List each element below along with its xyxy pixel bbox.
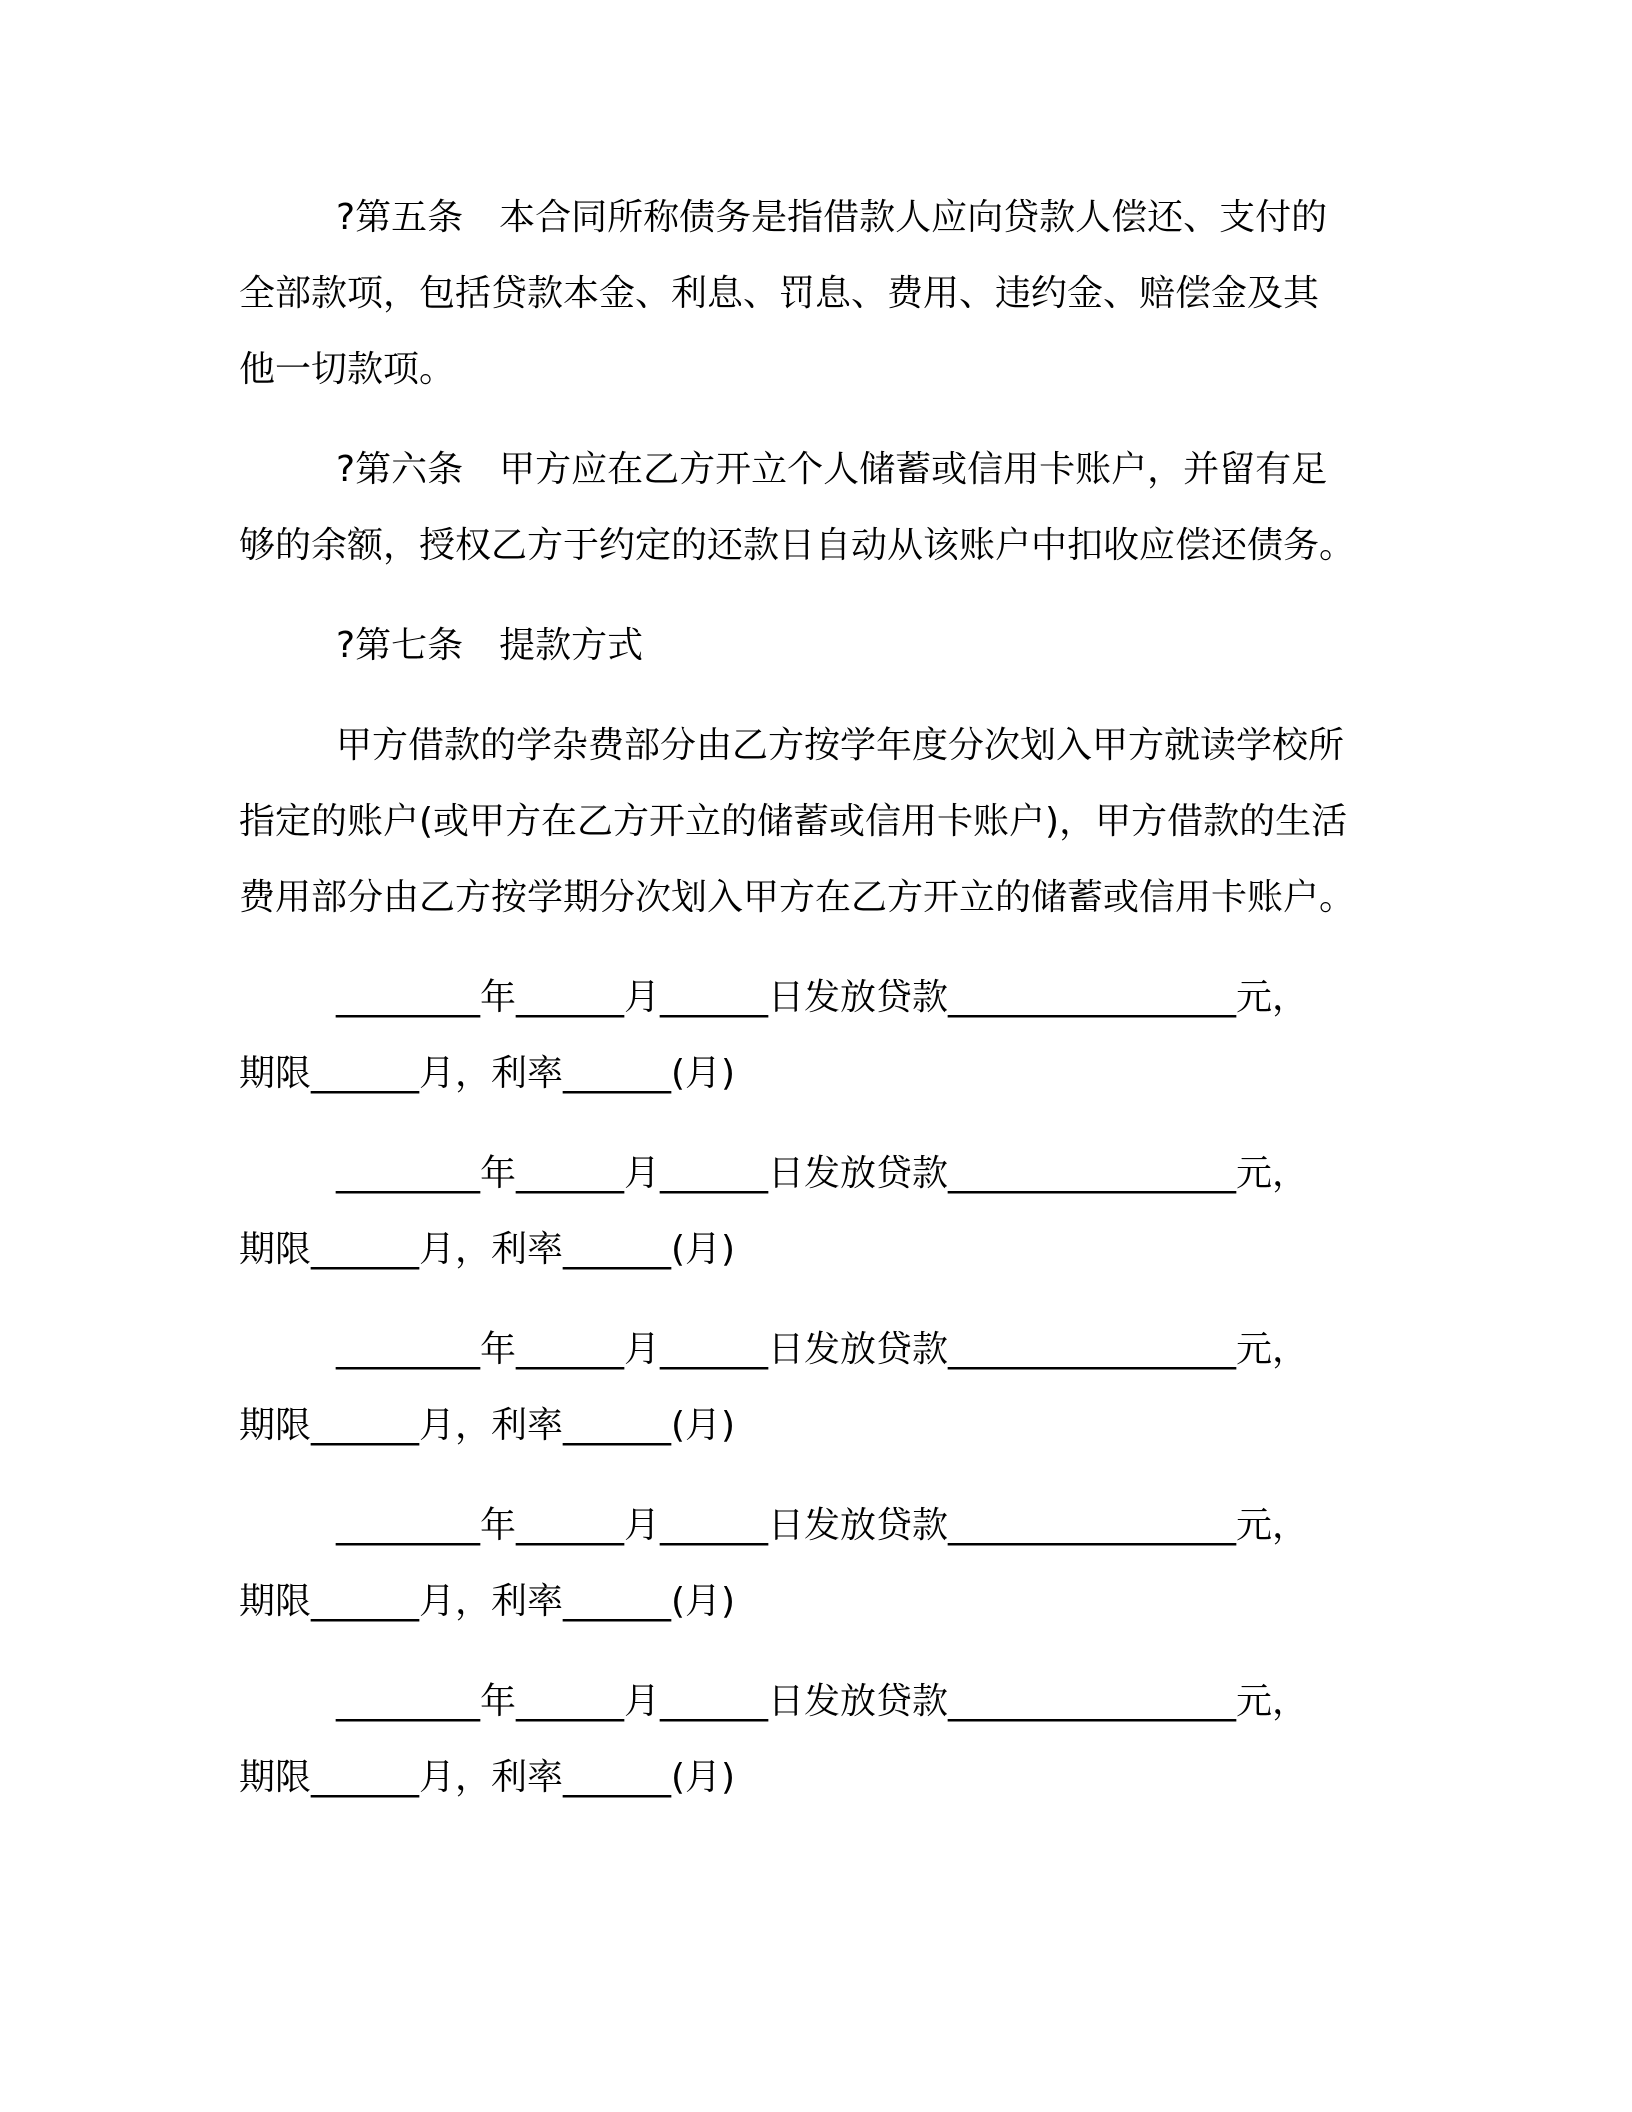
article-7-body	[239, 708, 1379, 936]
article-7-heading	[239, 608, 1379, 684]
article-7-body-line-3: 费用部分由乙方按学期分次划入甲方在乙方开立的储蓄或信用卡账户。	[239, 877, 1356, 918]
disbursement-entry-1	[239, 960, 1379, 1112]
article-6-line-1: ?第六条 甲方应在乙方开立个人储蓄或信用卡账户，并留有足	[336, 449, 1328, 490]
disbursement-entry-4	[239, 1488, 1379, 1640]
disbursement-date-amount: ________年______月______日发放贷款________________元，	[336, 1329, 1309, 1370]
disbursement-term-rate: 期限______月，利率______(月)	[239, 1581, 736, 1622]
disbursement-term-rate: 期限______月，利率______(月)	[239, 1229, 736, 1270]
document-body	[239, 180, 1379, 1840]
article-5-line-1: ?第五条 本合同所称债务是指借款人应向贷款人偿还、支付的	[336, 197, 1328, 238]
article-6	[239, 432, 1379, 584]
disbursement-entry-2	[239, 1136, 1379, 1288]
article-7-body-line-1: 甲方借款的学杂费部分由乙方按学年度分次划入甲方就读学校所	[336, 725, 1345, 766]
disbursement-entry-5	[239, 1664, 1379, 1816]
disbursement-term-rate: 期限______月，利率______(月)	[239, 1405, 736, 1446]
disbursement-entry-3	[239, 1312, 1379, 1464]
disbursement-term-rate: 期限______月，利率______(月)	[239, 1757, 736, 1798]
disbursement-date-amount: ________年______月______日发放贷款________________元，	[336, 977, 1309, 1018]
disbursement-term-rate: 期限______月，利率______(月)	[239, 1053, 736, 1094]
article-5-line-3: 他一切款项。	[239, 349, 456, 390]
disbursement-date-amount: ________年______月______日发放贷款________________元，	[336, 1681, 1309, 1722]
disbursement-date-amount: ________年______月______日发放贷款________________元，	[336, 1505, 1309, 1546]
article-7-title: ?第七条 提款方式	[336, 625, 644, 666]
disbursement-date-amount: ________年______月______日发放贷款________________元，	[336, 1153, 1309, 1194]
article-5-line-2: 全部款项，包括贷款本金、利息、罚息、费用、违约金、赔偿金及其	[239, 273, 1320, 314]
article-5	[239, 180, 1379, 408]
article-7-body-line-2: 指定的账户(或甲方在乙方开立的储蓄或信用卡账户)，甲方借款的生活	[239, 801, 1348, 842]
article-6-line-2: 够的余额，授权乙方于约定的还款日自动从该账户中扣收应偿还债务。	[239, 525, 1356, 566]
